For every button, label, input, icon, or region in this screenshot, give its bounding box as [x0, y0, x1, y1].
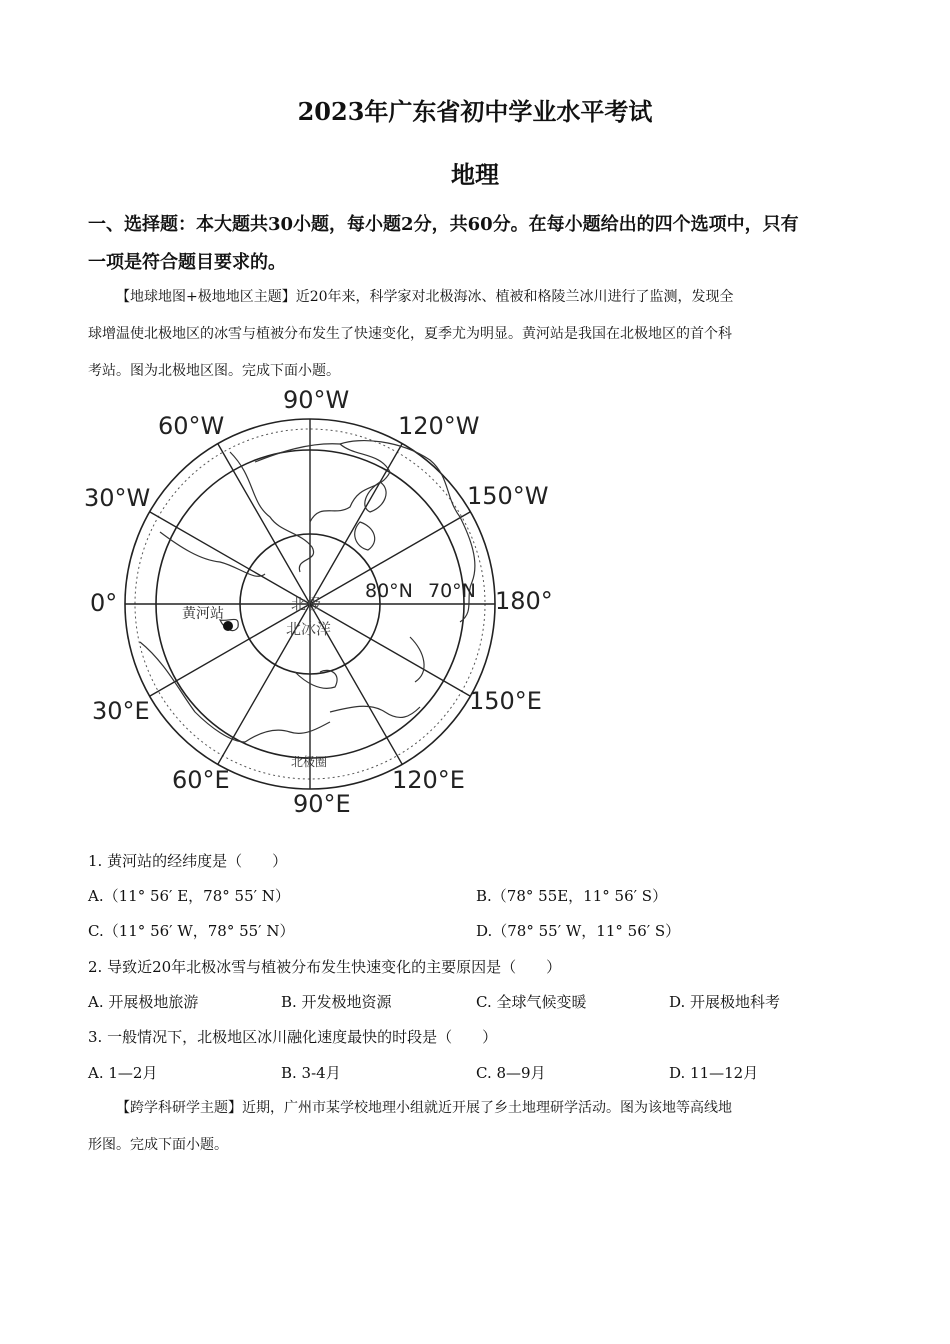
label-80n: 80°N — [365, 580, 413, 602]
label-north-pole: 北极 — [291, 595, 322, 613]
label-150w: 150°W — [467, 482, 549, 510]
q3-option-a[interactable]: A. 1—2月 — [88, 1064, 158, 1082]
topic2-line2: 形图。完成下面小题。 — [88, 1137, 228, 1153]
q3-option-c[interactable]: C. 8—9月 — [476, 1064, 546, 1082]
q1-option-a[interactable]: A.（11° 56′ E，78° 55′ N） — [88, 887, 290, 905]
label-arctic-ocean: 北冰洋 — [286, 620, 332, 638]
q3-option-d[interactable]: D. 11—12月 — [669, 1064, 759, 1082]
topic2-line1: 【跨学科研学主题】近期，广州市某学校地理小组就近开展了乡土地理研学活动。图为该地等高线地 — [116, 1100, 732, 1116]
label-30w: 30°W — [84, 484, 151, 512]
label-60w: 60°W — [158, 412, 225, 440]
label-0: 0° — [90, 589, 118, 617]
label-arctic-circle: 北极圈 — [291, 755, 328, 769]
q2-option-c[interactable]: C. 全球气候变暖 — [476, 993, 587, 1011]
label-60e: 60°E — [172, 766, 230, 794]
label-120w: 120°W — [398, 412, 480, 440]
topic1-line3: 考站。图为北极地区图。完成下面小题。 — [88, 363, 340, 379]
topic1-line1: 【地球地图+极地地区主题】近20年来，科学家对北极海冰、植被和格陵兰冰川进行了监测，发现全 — [116, 289, 734, 305]
q1-option-c[interactable]: C.（11° 56′ W，78° 55′ N） — [88, 922, 295, 940]
q1-option-b[interactable]: B.（78° 55E，11° 56′ S） — [476, 887, 668, 905]
label-30e: 30°E — [92, 697, 150, 725]
arctic-map — [80, 382, 560, 822]
label-huanghe-station: 黄河站 — [182, 606, 224, 622]
huanghe-station-dot — [223, 621, 233, 631]
q2-option-a[interactable]: A. 开展极地旅游 — [88, 993, 199, 1011]
q2-option-b[interactable]: B. 开发极地资源 — [281, 993, 392, 1011]
q1-option-d[interactable]: D.（78° 55′ W，11° 56′ S） — [476, 922, 681, 940]
label-180: 180° — [495, 587, 553, 615]
coastlines — [140, 441, 475, 742]
q3-option-b[interactable]: B. 3-4月 — [281, 1064, 341, 1082]
label-150e: 150°E — [469, 687, 542, 715]
section-heading-line2: 一项是符合题目要求的。 — [88, 252, 286, 273]
question-1-stem: 1. 黄河站的经纬度是（ ） — [88, 852, 288, 870]
section-heading-line1: 一、选择题：本大题共30小题，每小题2分，共60分。在每小题给出的四个选项中，只有 — [88, 214, 799, 235]
label-90e: 90°E — [293, 790, 351, 818]
exam-title: 2023年广东省初中学业水平考试 — [297, 97, 653, 126]
subject-title: 地理 — [451, 160, 499, 189]
label-70n: 70°N — [428, 580, 476, 602]
q2-option-d[interactable]: D. 开展极地科考 — [669, 993, 781, 1011]
topic1-line2: 球增温使北极地区的冰雪与植被分布发生了快速变化，夏季尤为明显。黄河站是我国在北极地区的首个科 — [88, 326, 732, 342]
question-3-stem: 3. 一般情况下，北极地区冰川融化速度最快的时段是（ ） — [88, 1028, 498, 1046]
label-90w: 90°W — [283, 386, 350, 414]
label-120e: 120°E — [392, 766, 465, 794]
question-2-stem: 2. 导致近20年北极冰雪与植被分布发生快速变化的主要原因是（ ） — [88, 958, 562, 976]
